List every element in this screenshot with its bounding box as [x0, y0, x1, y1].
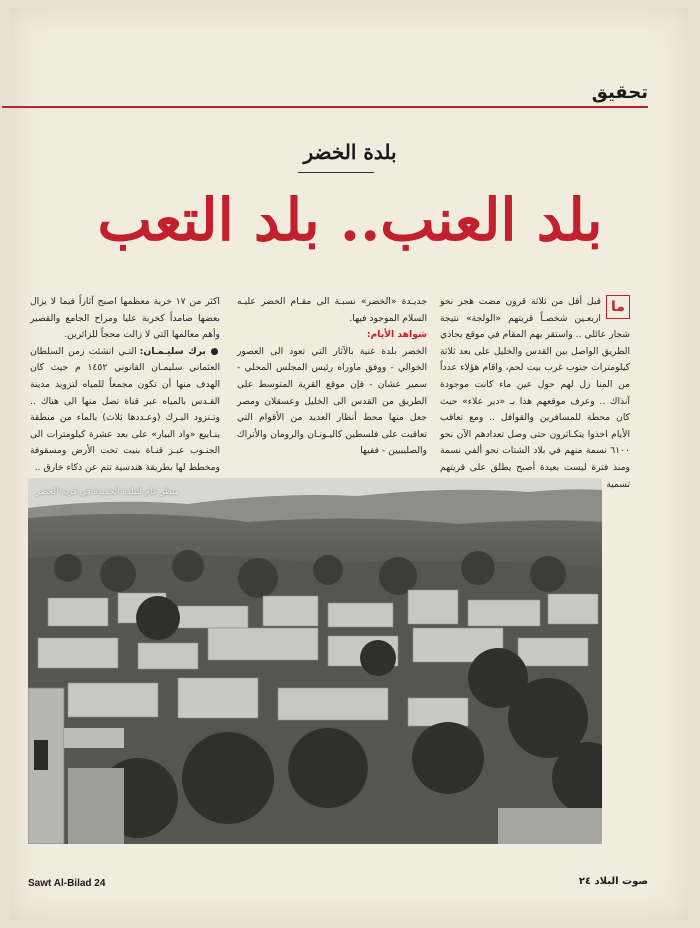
article-column-middle [237, 294, 427, 460]
footer-left: Sawt Al-Bilad 24 [28, 878, 106, 889]
column-right-text: قبل أقل من ثلاثة قرون مضت هجر نحو اربعـين شخصـاً قريتهم «الولجة» نتيجة شجار عائلي .. واستقر بهم المقام في موقع يحاذي الطريق الواصل بين القدس والخليل على بعد ثلاثة كيلومترات جنوب غرب بيت لحم، واقام هؤلاء عدداً من المنا زل لهم حول عين ماء كانت موجودة آنذاك .. وعرف موقعهم هذا بـ «دير علاء» حيث كان محطة للمسافرين والقوافل .. ومع تعاقب الأيام اخذوا يتكـاثرون حتى وصل تعدادهم الآن نحو ٦١٠٠ نسمة منهم في بلاد الشتات نحو ألفي نسمة ومنذ فترة ليست بعيدة أصبح يطلق على قريتهم تسمية [440, 296, 630, 490]
dropcap: ما [606, 295, 630, 319]
headline: بلد العنب.. بلد التعب [97, 186, 603, 254]
kicker: بلدة الخضر [303, 140, 397, 164]
column-middle-text-1: جديـدة «الخضر» نسبـة الى مقـام الخضر عليـه السلام الموجود فيها. [237, 296, 427, 324]
kicker-rule [298, 172, 374, 173]
article-column-left [30, 294, 220, 477]
top-rule [2, 106, 648, 108]
article-column-right [440, 294, 630, 493]
photo-caption: منظر عام للبلدة الجديدة في قرية الخضر [36, 487, 180, 497]
footer-right: صوت البلاد ٢٤ [578, 876, 648, 887]
section-label: تحقيق [591, 82, 648, 103]
column-middle-text-2: الخضر بلدة غنية بالآثار التي تعود الى العصور الخوالي - ووفق ماوراه رئيس المجلس المحلي - سمير عشان - فإن موقع القرية المتوسط على الطريق من القدس الى الخليل وعسقلان ومصر جعل منها محط أنظار العديد من الأقوام التي تعاقبت على فلسطين كاليـونـان والرومان والأتراك والصليبيين - ففيها [237, 345, 427, 457]
bold-lead: ● برك سليـمـان: [139, 345, 220, 357]
column-left-text-1: اكثر من ١٧ خربة معظمها اصبح آثاراً فيما لا يزال بعضها صامداً كخربة عليا ومراح الجامع والقصير وأهم معالمها التي لا زالت محجاً للزائرين. [30, 296, 220, 341]
town-photo [28, 478, 602, 844]
subheading: شواهد الأيام: [366, 329, 427, 341]
column-left-text-2: التـي انشئت زمن السلطان العثماني سليمـان القانوني ١٤٥٢ م حيث كان الهدف منها أن تكون مجمعاً للمياه لتزويد مدينة القـدس بالمياه عبر قناة تصل منها الى هناك .. وتـتزود البـرك (وعـددها ثلاث) بالماء من منطقة ينـابيع «واد البيار» على بعد عشرة كيلومترات الى الجنـوب عبـر قنـاة بنيت تحت الأرض ومسقوفة ومخطط لها بطريقة هندسية تتم عن ذكاء خارق .. [30, 345, 220, 473]
